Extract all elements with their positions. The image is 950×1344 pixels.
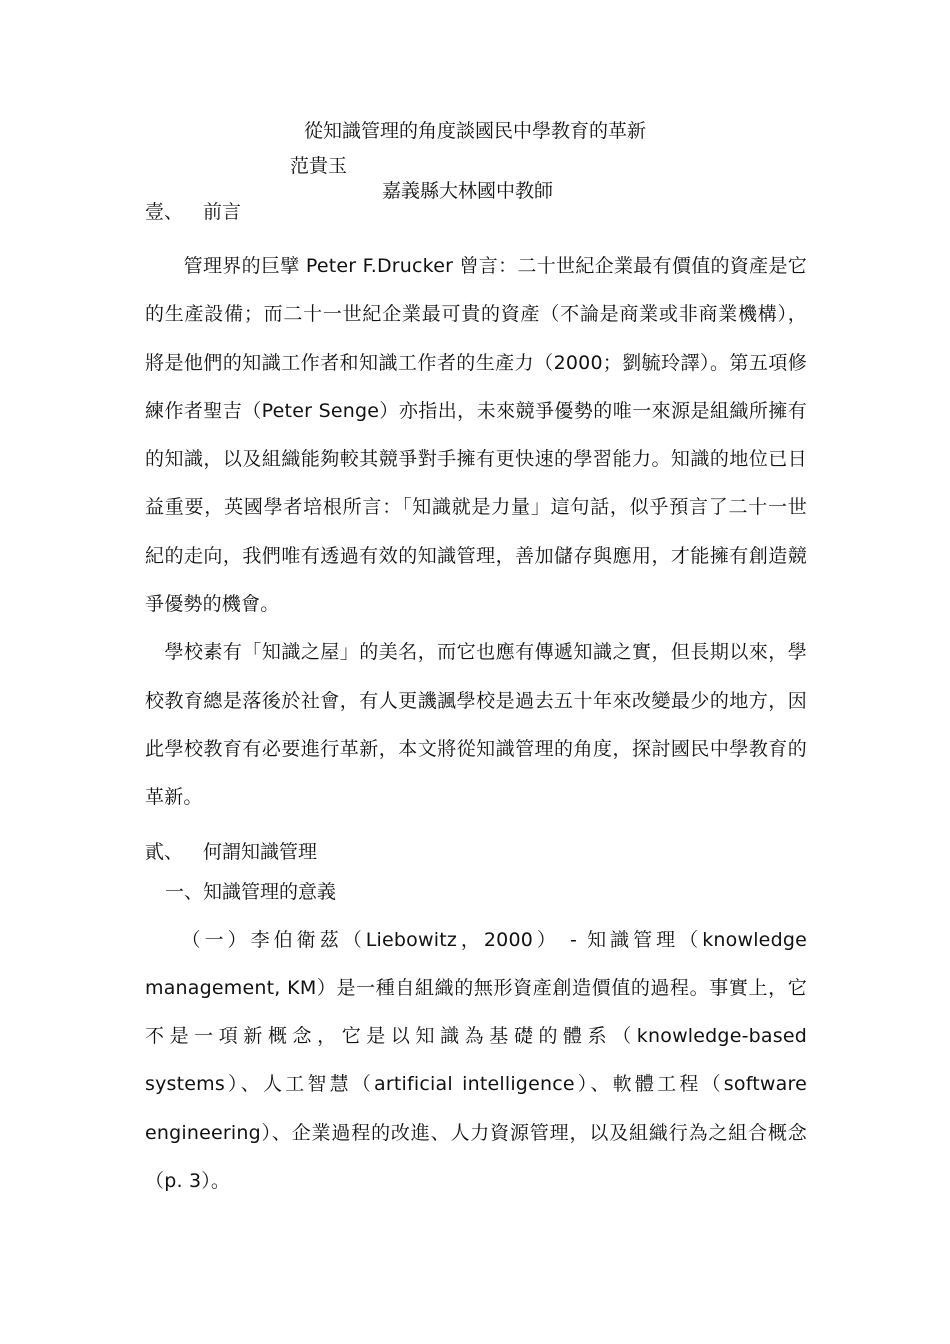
author-name: 范貴玉 bbox=[290, 155, 348, 177]
paragraph: 學校素有「知識之屋」的美名，而它也應有傳遞知識之實，但長期以來，學校教育總是落後於社會，有人更譏諷學校是過去五十年來改變最少的地方，因此學校教育有必要進行革新，本文將從知識管理的角度，探討國民中學教育的革新。 bbox=[145, 641, 807, 809]
subsection-heading: 一、知識管理的意義 bbox=[165, 880, 337, 903]
paragraph: 管理界的巨擘 Peter F.Drucker 曾言：二十世紀企業最有價值的資產是它的生產設備；而二十一世紀企業最可貴的資產（不論是商業或非商業機構），將是他們的知識工作者和知識工作者的生產力（2000；劉毓玲譯）。第五項修練作者聖吉（Peter Senge）亦指出，未來競爭優勢的唯一來源是組織所擁有的知識，以及組織能夠較其競爭對手擁有更快速的學習能力。知識的地位已日益重要，英國學者培根所言：「知識就是力量」這句話，似乎預言了二十一世紀的走向，我們唯有透過有效的知識管理，善加儲存與應用，才能擁有創造競爭優勢的機會。 bbox=[145, 255, 807, 616]
document-body bbox=[145, 196, 807, 1205]
section-number: 貳、 bbox=[145, 840, 184, 863]
author-affiliation: 嘉義縣大林國中教師 bbox=[382, 180, 554, 202]
document-title: 從知識管理的角度談國民中學教育的革新 bbox=[303, 120, 646, 142]
paragraph: （一）李伯衛茲（Liebowitz，2000） - 知識管理（knowledge management, KM）是一種自組織的無形資產創造價值的過程。事實上，它不是一項新概念，它是以知識為基礎的體系（knowledge-based systems）、人工智慧（artificial intelligence）、軟體工程（software engineering）、企業過程的改進、人力資源管理，以及組織行為之組合概念（p. 3）。 bbox=[145, 928, 807, 1193]
section-heading-intro bbox=[145, 196, 807, 228]
section-title: 前言 bbox=[203, 201, 242, 223]
section-heading-definition bbox=[145, 836, 807, 868]
section-title: 何謂知識管理 bbox=[203, 840, 318, 863]
section-number: 壹、 bbox=[145, 201, 184, 223]
